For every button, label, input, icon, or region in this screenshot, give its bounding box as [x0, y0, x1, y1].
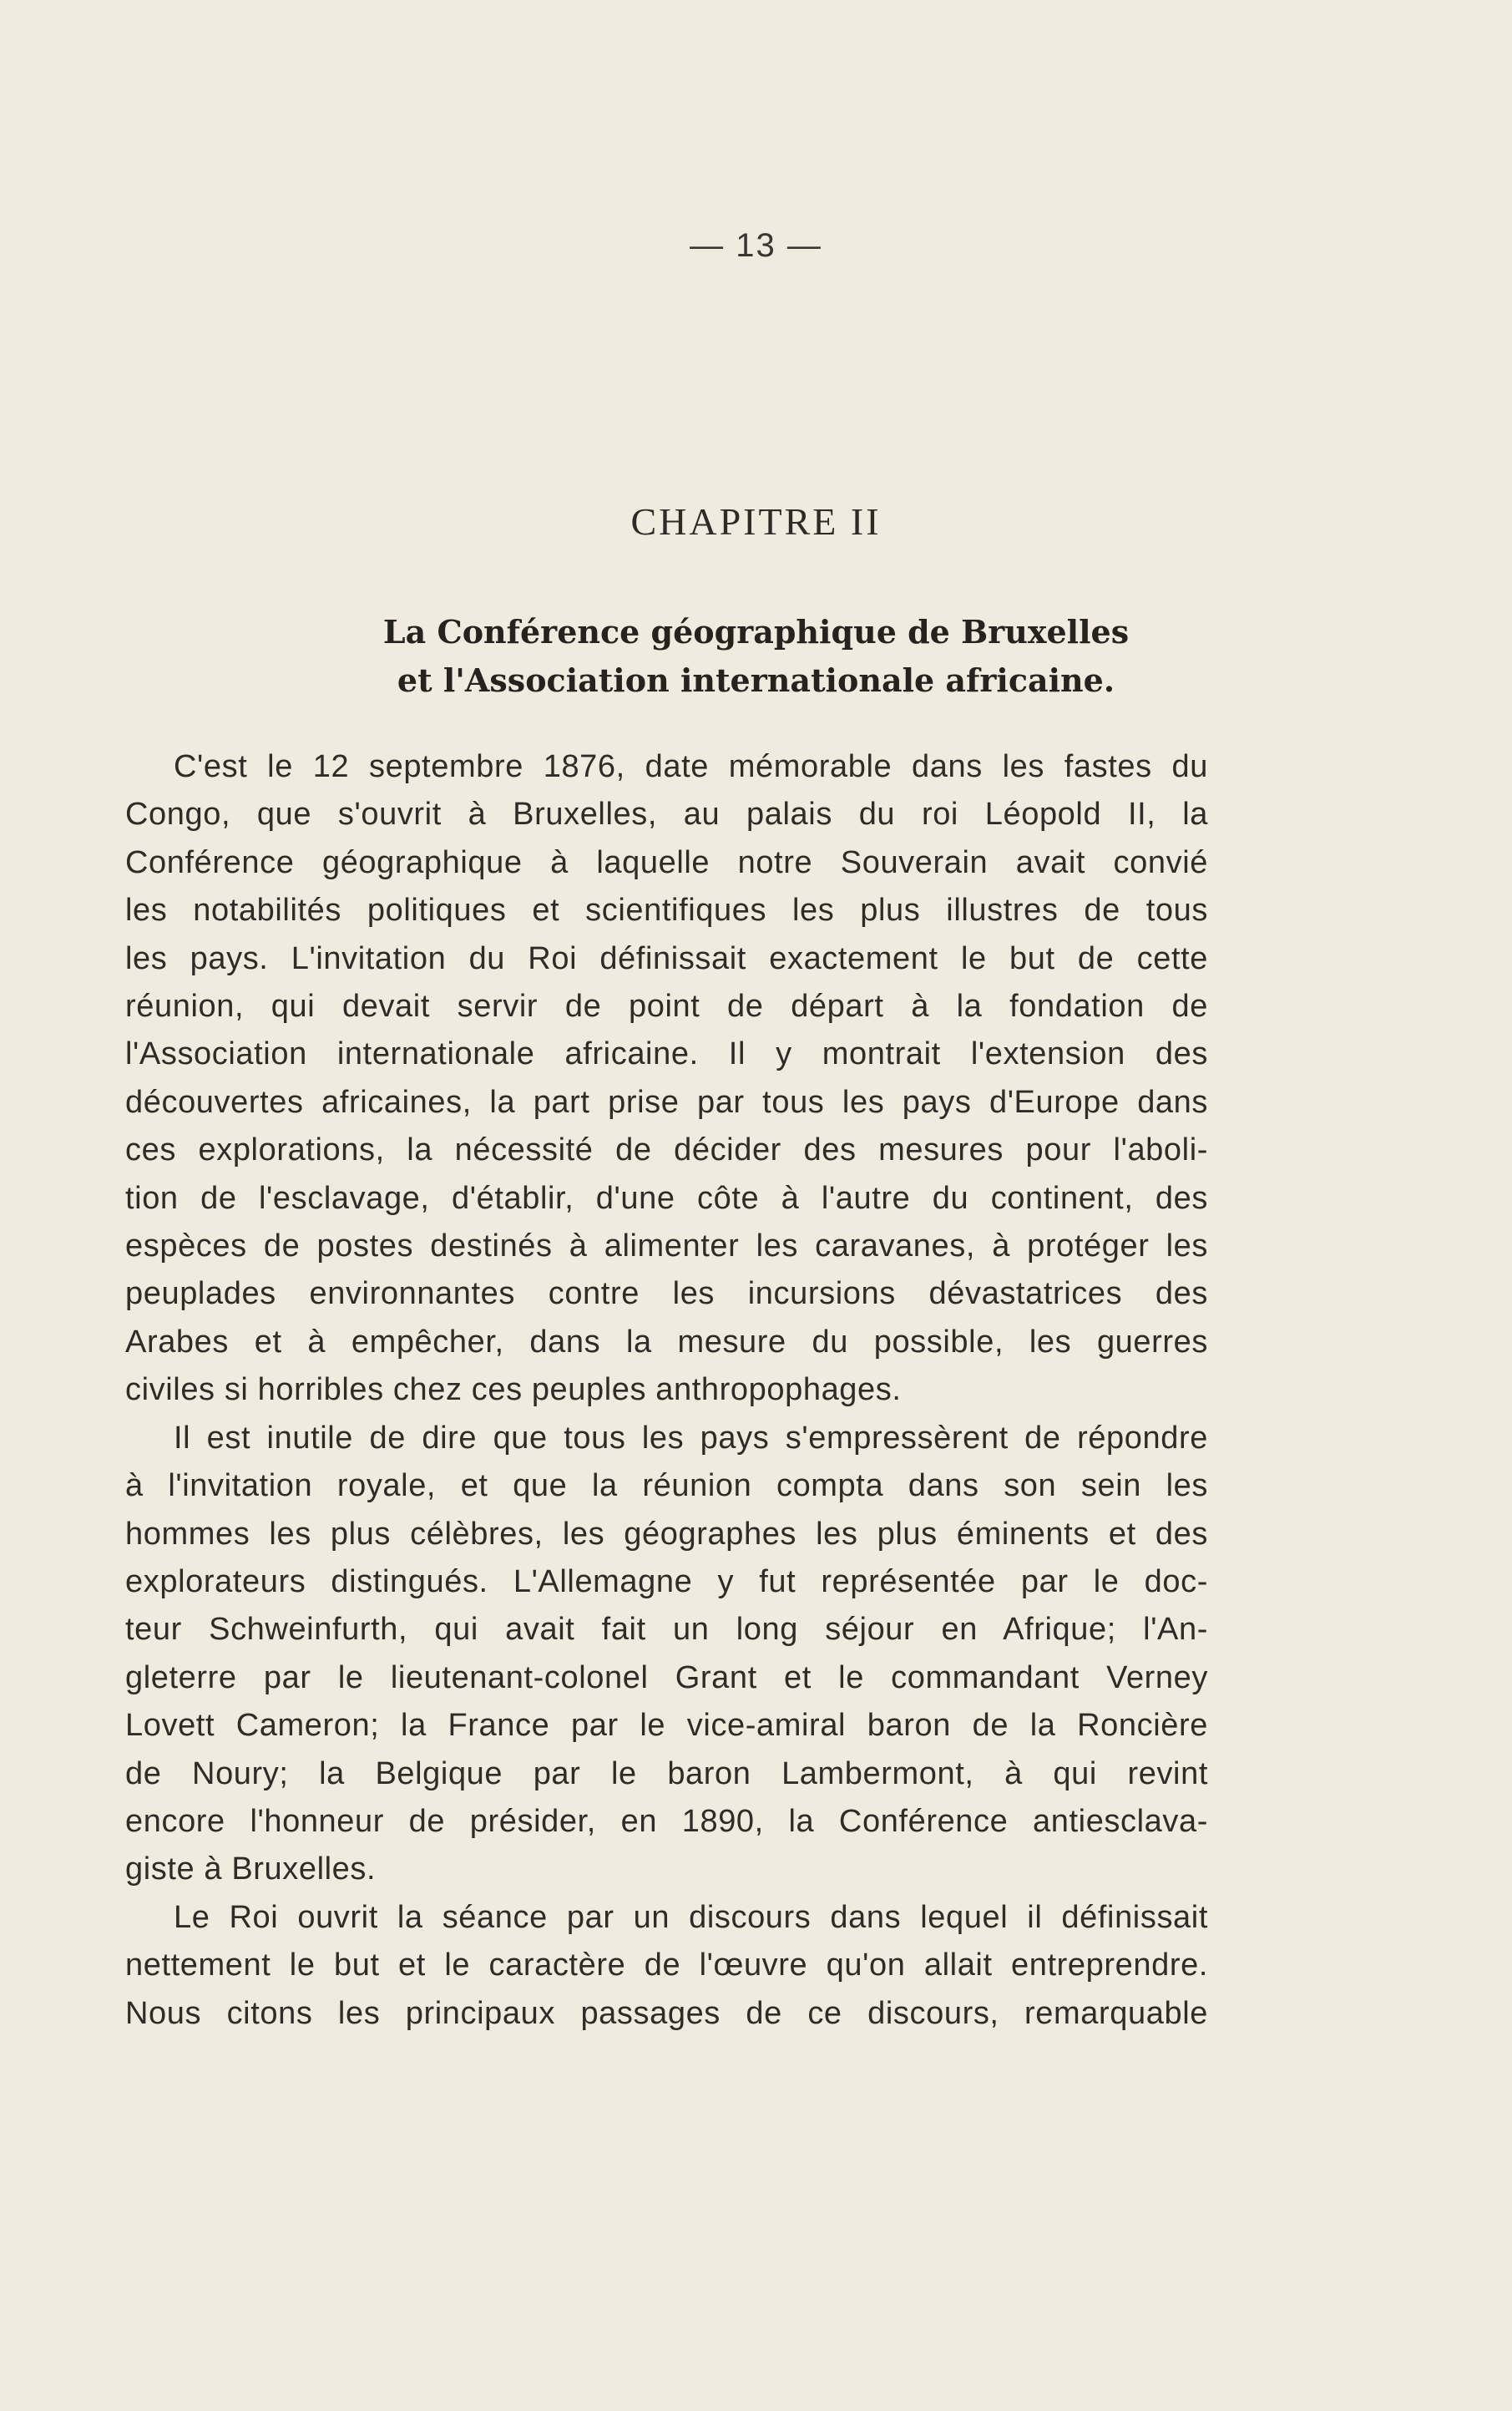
text-line: explorateurs distingués. L'Allemagne y fut représentée par le doc- — [125, 1563, 1208, 1599]
text-line: civiles si horribles chez ces peuples anthropophages. — [125, 1372, 902, 1408]
text-line: à l'invitation royale, et que la réunion compta dans son sein les — [125, 1468, 1208, 1504]
text-line: Il est inutile de dire que tous les pays s'empressèrent de répondre — [174, 1420, 1208, 1456]
text-line: encore l'honneur de présider, en 1890, la Conférence antiesclava- — [125, 1803, 1208, 1839]
text-line: Nous citons les principaux passages de ce discours, remarquable — [125, 1995, 1208, 2031]
body-text — [125, 743, 1208, 2038]
text-line: tion de l'esclavage, d'établir, d'une côte à l'autre du continent, des — [125, 1180, 1208, 1216]
text-line: teur Schweinfurth, qui avait fait un long séjour en Afrique; l'An- — [125, 1612, 1208, 1648]
chapter-title-line-2: et l'Association internationale africaine. — [397, 661, 1115, 699]
text-line: C'est le 12 septembre 1876, date mémorable dans les fastes du — [174, 749, 1208, 784]
text-line: Lovett Cameron; la France par le vice-amiral baron de la Roncière — [125, 1708, 1208, 1744]
chapter-title — [0, 608, 1512, 705]
text-line: les notabilités politiques et scientifiques les plus illustres de tous — [125, 893, 1208, 929]
text-line: nettement le but et le caractère de l'œuvre qu'on allait entreprendre. — [125, 1948, 1208, 1983]
text-line: découvertes africaines, la part prise par tous les pays d'Europe dans — [125, 1084, 1208, 1120]
text-line: Le Roi ouvrit la séance par un discours dans lequel il définissait — [174, 1899, 1208, 1935]
text-line: gleterre par le lieutenant-colonel Grant et le commandant Verney — [125, 1659, 1208, 1695]
text-line: giste à Bruxelles. — [125, 1851, 377, 1887]
text-line: peuplades environnantes contre les incursions dévastatrices des — [125, 1276, 1208, 1312]
chapter-title-line-1: La Conférence géographique de Bruxelles — [382, 613, 1130, 651]
chapter-heading: CHAPITRE II — [630, 500, 882, 543]
text-line: espèces de postes destinés à alimenter les caravanes, à protéger les — [125, 1228, 1208, 1264]
text-line: les pays. L'invitation du Roi définissait exactement le but de cette — [125, 940, 1208, 976]
page-number: — 13 — — [690, 227, 822, 264]
text-line: hommes les plus célèbres, les géographes les plus éminents et des — [125, 1516, 1208, 1552]
text-line: l'Association internationale africaine. Il y montrait l'extension des — [125, 1036, 1208, 1072]
text-line: ces explorations, la nécessité de décider des mesures pour l'aboli- — [125, 1132, 1208, 1168]
text-line: Arabes et à empêcher, dans la mesure du possible, les guerres — [125, 1324, 1208, 1360]
text-line: Congo, que s'ouvrit à Bruxelles, au palais du roi Léopold II, la — [125, 797, 1208, 833]
text-line: Conférence géographique à laquelle notre Souverain avait convié — [125, 844, 1208, 880]
text-line: de Noury; la Belgique par le baron Lambermont, à qui revint — [125, 1755, 1208, 1791]
text-line: réunion, qui devait servir de point de départ à la fondation de — [125, 989, 1208, 1025]
